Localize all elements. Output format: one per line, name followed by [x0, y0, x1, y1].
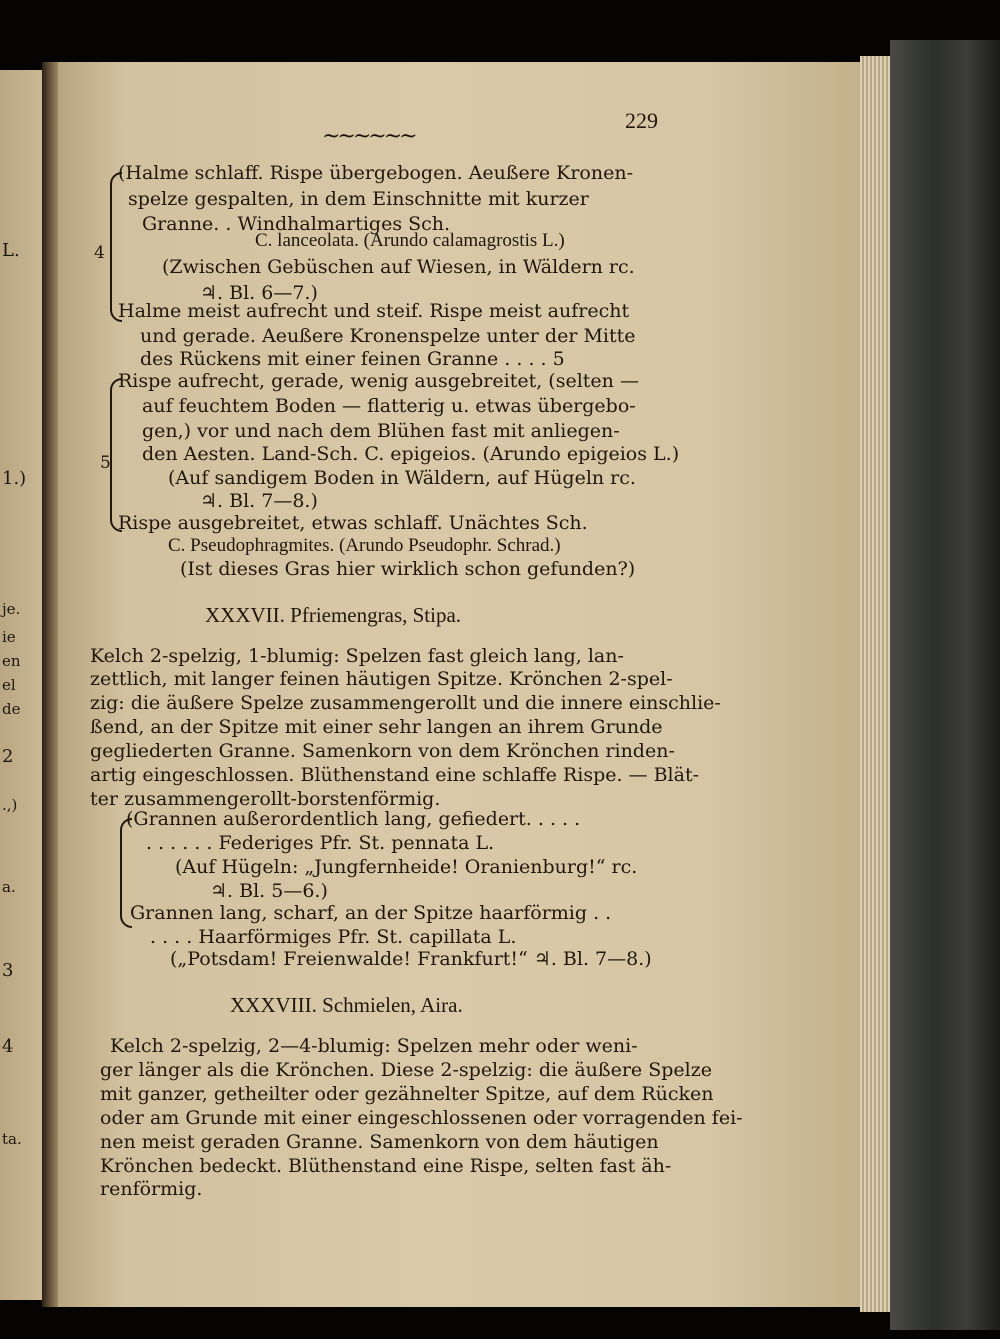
- key-line: und gerade. Aeußere Kronenspelze unter der Mitte: [140, 325, 636, 347]
- section-heading: XXXVIII. Schmielen, Aira.: [230, 993, 463, 1017]
- key-line: (Auf Hügeln: „Jungfernheide! Oranienburg!“ rc.: [175, 856, 638, 878]
- key-line: ♃. Bl. 6—7.): [200, 282, 318, 304]
- key-line: Grannen lang, scharf, an der Spitze haarförmig . .: [130, 902, 612, 924]
- section-text-line: gegliederten Granne. Samenkorn von dem Krönchen rinden-: [90, 740, 675, 762]
- left-margin-text: je.: [2, 600, 21, 618]
- key-brace: [110, 378, 122, 532]
- section-text-line: ßend, an der Spitze mit einer sehr langen an ihrem Grunde: [90, 716, 663, 738]
- book-cover: [890, 40, 1000, 1330]
- left-margin-text: .,): [2, 796, 18, 814]
- section-text-line: Krönchen bedeckt. Blüthenstand eine Rispe, selten fast äh-: [100, 1155, 672, 1177]
- key-line: C. lanceolata. (Arundo calamagrostis L.): [255, 230, 565, 251]
- key-line: C. Pseudophragmites. (Arundo Pseudophr. Schrad.): [168, 535, 561, 556]
- section-text-line: ter zusammengerollt-borstenförmig.: [90, 788, 441, 810]
- key-line: des Rückens mit einer feinen Granne . . . . 5: [140, 348, 565, 370]
- left-margin-text: de: [2, 700, 21, 718]
- header-ornament: ~~~~~~: [322, 124, 415, 149]
- key-line: (Zwischen Gebüschen auf Wiesen, in Wäldern rc.: [162, 256, 635, 278]
- key-line: (Auf sandigem Boden in Wäldern, auf Hügeln rc.: [168, 467, 636, 489]
- key-number: 4: [94, 243, 105, 263]
- key-line: Rispe ausgebreitet, etwas schlaff. Unächtes Sch.: [118, 512, 588, 534]
- left-margin-text: 4: [2, 1036, 14, 1057]
- left-margin-text: 2: [2, 746, 14, 767]
- section-text-line: ger länger als die Krönchen. Diese 2-spelzig: die äußere Spelze: [100, 1059, 712, 1081]
- key-line: . . . . Haarförmiges Pfr. St. capillata L.: [150, 926, 517, 948]
- key-line: (Halme schlaff. Rispe übergebogen. Aeußere Kronen-: [118, 162, 634, 184]
- key-line: ♃. Bl. 5—6.): [210, 880, 328, 902]
- key-line: (Ist dieses Gras hier wirklich schon gefunden?): [180, 558, 636, 580]
- key-line: ♃. Bl. 7—8.): [200, 490, 318, 512]
- section-text-line: oder am Grunde mit einer eingeschlossenen oder vorragenden fei-: [100, 1107, 743, 1129]
- section-heading: XXXVII. Pfriemengras, Stipa.: [205, 603, 462, 627]
- key-line: („Potsdam! Freienwalde! Frankfurt!“ ♃. Bl. 7—8.): [170, 948, 652, 970]
- section-text-line: nen meist geraden Granne. Samenkorn von dem häutigen: [100, 1131, 659, 1153]
- key-line: auf feuchtem Boden — flatterig u. etwas übergebo-: [142, 395, 636, 417]
- left-margin-text: ie: [2, 628, 16, 646]
- key-line: (Grannen außerordentlich lang, gefiedert. . . . .: [126, 808, 581, 830]
- left-margin-text: 3: [2, 960, 14, 981]
- left-margin-text: L.: [2, 240, 20, 261]
- key-line: . . . . . . Federiges Pfr. St. pennata L.: [146, 832, 495, 854]
- page-number: 229: [625, 108, 658, 133]
- left-margin-text: en: [2, 652, 21, 670]
- key-line: spelze gespalten, in dem Einschnitte mit kurzer: [128, 188, 589, 210]
- section-text-line: Kelch 2-spelzig, 2—4-blumig: Spelzen mehr oder weni-: [110, 1035, 638, 1057]
- key-line: den Aesten. Land-Sch. C. epigeios. (Arundo epigeios L.): [142, 443, 680, 465]
- left-margin-text: a.: [2, 878, 16, 896]
- key-line: Rispe aufrecht, gerade, wenig ausgebreitet, (selten —: [118, 370, 639, 392]
- left-margin-text: el: [2, 676, 16, 694]
- section-text-line: zig: die äußere Spelze zusammengerollt und die innere einschlie-: [90, 692, 721, 714]
- left-margin-text: 1.): [2, 468, 27, 489]
- section-text-line: mit ganzer, getheilter oder gezähnelter Spitze, auf dem Rücken: [100, 1083, 714, 1105]
- left-margin-text: ta.: [2, 1130, 22, 1148]
- key-line: gen,) vor und nach dem Blühen fast mit anliegen-: [142, 420, 620, 442]
- section-text-line: renförmig.: [100, 1178, 203, 1200]
- section-text-line: artig eingeschlossen. Blüthenstand eine schlaffe Rispe. — Blät-: [90, 764, 700, 786]
- section-text-line: zettlich, mit langer feinen häutigen Spitze. Krönchen 2-spel-: [90, 668, 673, 690]
- key-number: 5: [100, 453, 111, 473]
- key-line: Halme meist aufrecht und steif. Rispe meist aufrecht: [118, 300, 630, 322]
- section-text-line: Kelch 2-spelzig, 1-blumig: Spelzen fast gleich lang, lan-: [90, 645, 624, 667]
- key-line: Granne. . Windhalmartiges Sch.: [142, 213, 451, 235]
